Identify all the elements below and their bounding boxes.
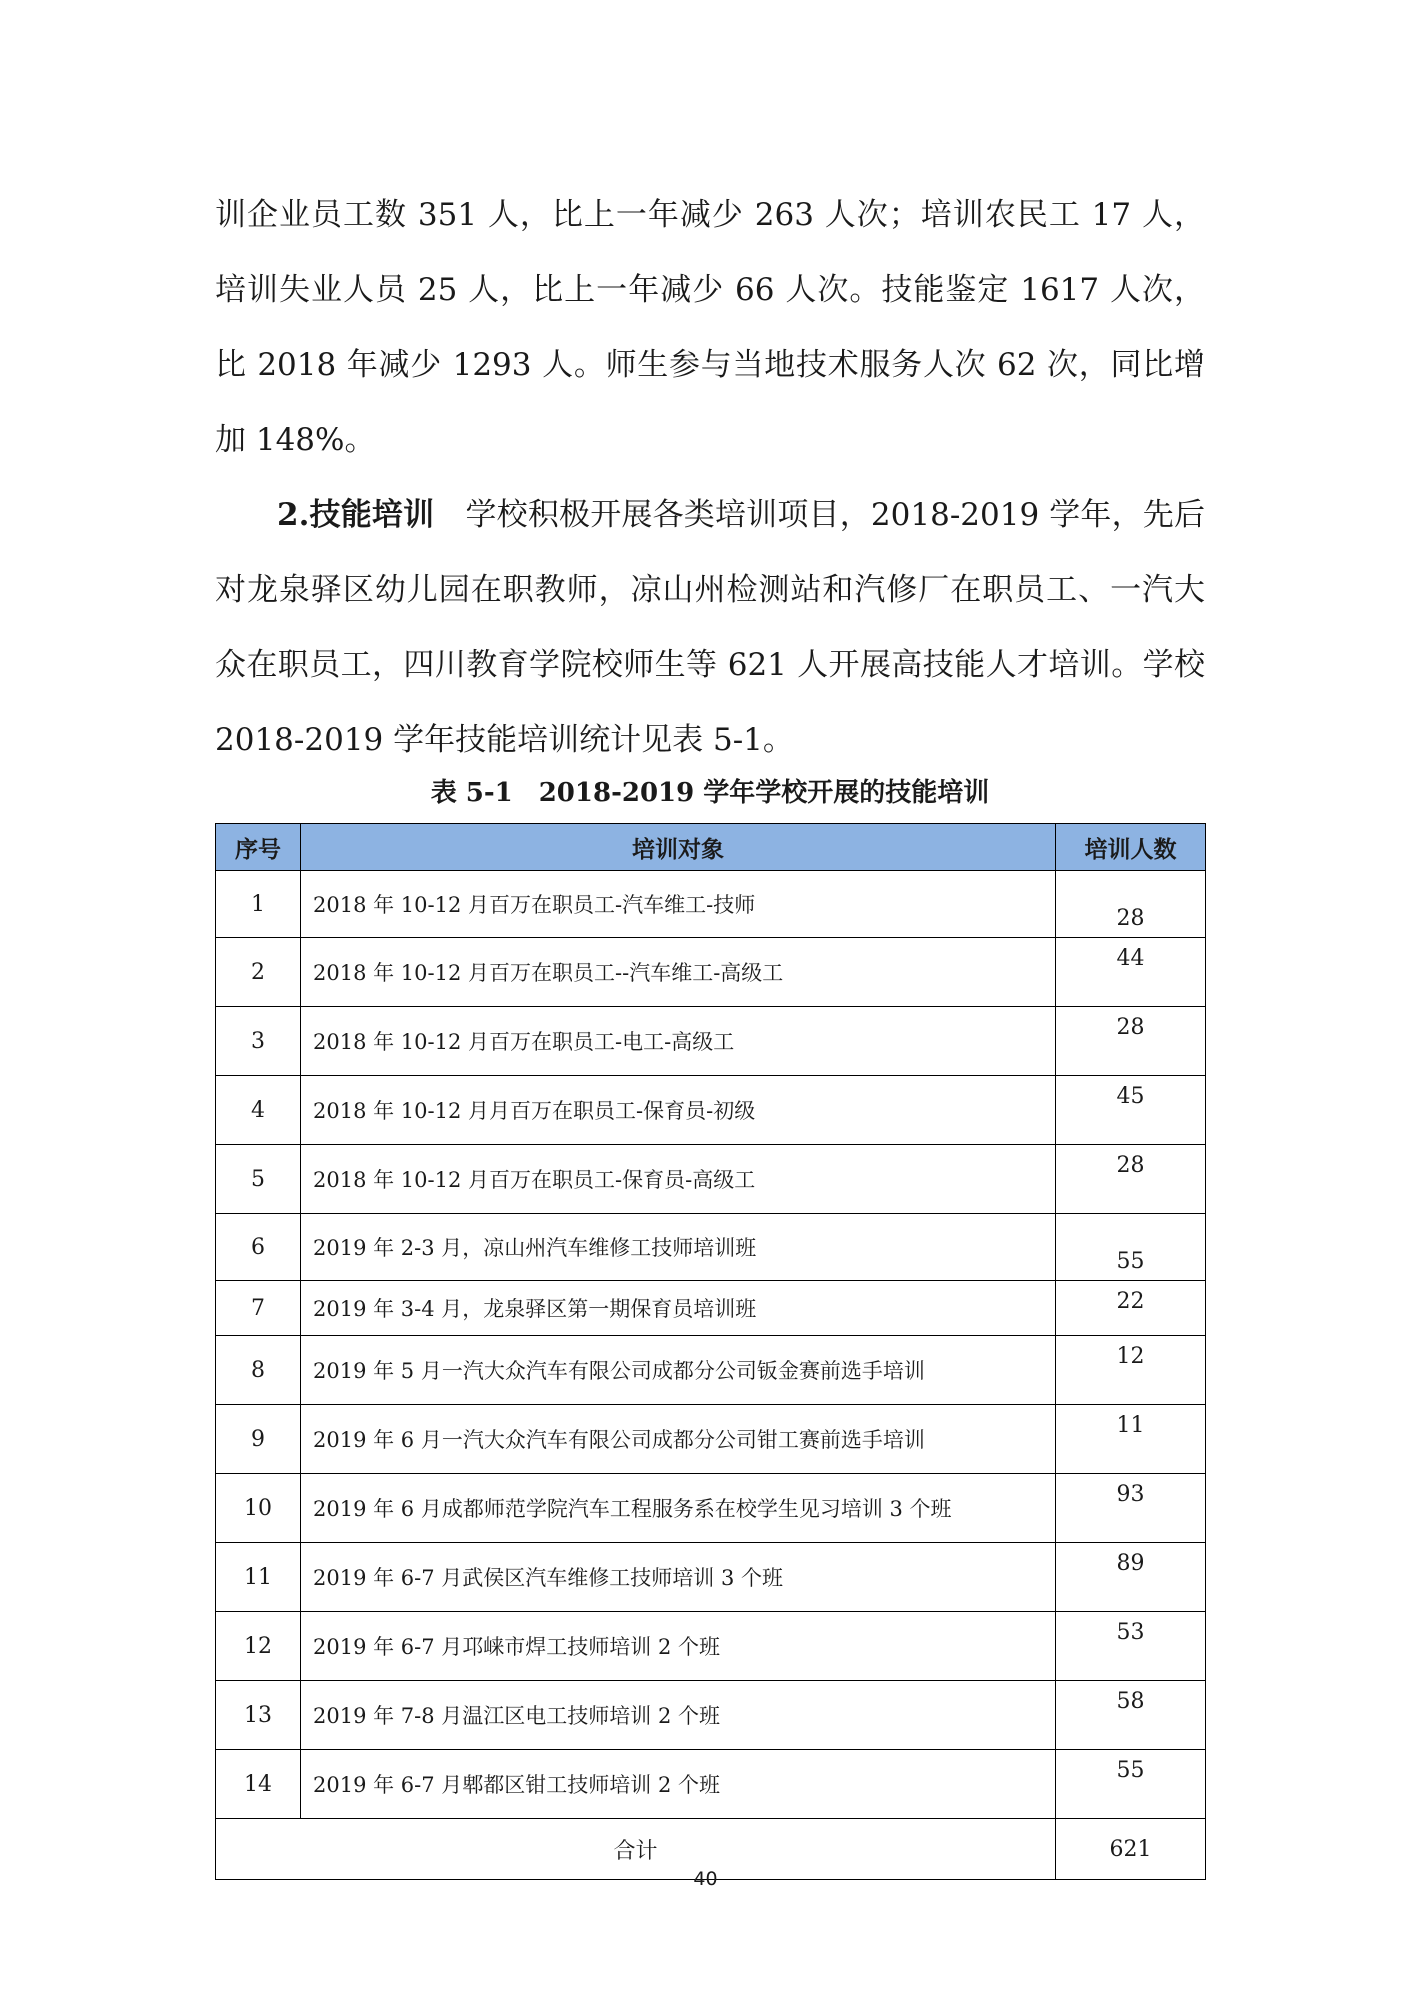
row-target: 2019 年 2-3 月，凉山州汽车维修工技师培训班	[301, 1214, 1056, 1281]
row-seq: 5	[216, 1145, 301, 1214]
row-seq: 12	[216, 1612, 301, 1681]
table-row	[216, 1750, 1206, 1819]
table-row	[216, 1281, 1206, 1336]
table-row	[216, 1214, 1206, 1281]
row-target: 2019 年 6 月一汽大众汽车有限公司成都分公司钳工赛前选手培训	[301, 1405, 1056, 1474]
row-count: 58	[1056, 1681, 1206, 1750]
row-count: 53	[1056, 1612, 1206, 1681]
row-seq: 9	[216, 1405, 301, 1474]
row-count: 28	[1056, 1007, 1206, 1076]
row-target: 2019 年 6 月成都师范学院汽车工程服务系在校学生见习培训 3 个班	[301, 1474, 1056, 1543]
row-target: 2018 年 10-12 月月百万在职员工-保育员-初级	[301, 1076, 1056, 1145]
total-label: 合计	[216, 1819, 1056, 1880]
row-target: 2019 年 6-7 月武侯区汽车维修工技师培训 3 个班	[301, 1543, 1056, 1612]
page-number: 40	[693, 1868, 718, 1890]
table-row	[216, 1405, 1206, 1474]
row-seq: 4	[216, 1076, 301, 1145]
row-count: 55	[1056, 1214, 1206, 1281]
table-header-row	[216, 824, 1206, 871]
table-row	[216, 1612, 1206, 1681]
table-row	[216, 1543, 1206, 1612]
row-count: 28	[1056, 1145, 1206, 1214]
row-seq: 7	[216, 1281, 301, 1336]
header-seq: 序号	[216, 824, 301, 871]
row-target: 2018 年 10-12 月百万在职员工-汽车维工-技师	[301, 871, 1056, 938]
header-count: 培训人数	[1056, 824, 1206, 871]
row-seq: 2	[216, 938, 301, 1007]
row-target: 2018 年 10-12 月百万在职员工--汽车维工-高级工	[301, 938, 1056, 1007]
row-target: 2019 年 6-7 月邛崃市焊工技师培训 2 个班	[301, 1612, 1056, 1681]
row-count: 93	[1056, 1474, 1206, 1543]
row-count: 22	[1056, 1281, 1206, 1336]
row-seq: 14	[216, 1750, 301, 1819]
row-seq: 8	[216, 1336, 301, 1405]
table-row	[216, 1076, 1206, 1145]
row-target: 2019 年 3-4 月，龙泉驿区第一期保育员培训班	[301, 1281, 1056, 1336]
row-count: 12	[1056, 1336, 1206, 1405]
table-row	[216, 1007, 1206, 1076]
row-count: 11	[1056, 1405, 1206, 1474]
row-count: 55	[1056, 1750, 1206, 1819]
header-target: 培训对象	[301, 824, 1056, 871]
spacer	[434, 497, 465, 533]
row-target: 2019 年 6-7 月郫都区钳工技师培训 2 个班	[301, 1750, 1056, 1819]
row-seq: 6	[216, 1214, 301, 1281]
paragraph-training-stats: 训企业员工数 351 人，比上一年减少 263 人次；培训农民工 17 人，培训失业人员 25 人，比上一年减少 66 人次。技能鉴定 1617 人次，比 2018 年减少 1293 人。师生参与当地技术服务人次 62 次，同比增加 148%。	[215, 197, 1205, 458]
row-count: 44	[1056, 938, 1206, 1007]
row-seq: 3	[216, 1007, 301, 1076]
row-count: 89	[1056, 1543, 1206, 1612]
table-row	[216, 1336, 1206, 1405]
document-body	[215, 178, 1205, 778]
row-target: 2019 年 5 月一汽大众汽车有限公司成都分公司钣金赛前选手培训	[301, 1336, 1056, 1405]
paragraph-skill-training-text: 学校积极开展各类培训项目，2018-2019 学年，先后对龙泉驿区幼儿园在职教师，凉山州检测站和汽修厂在职员工、一汽大众在职员工，四川教育学院校师生等 621 人开展高技能人才培训。学校 2018-2019 学年技能培训统计见表 5-1。	[215, 497, 1205, 758]
row-target: 2018 年 10-12 月百万在职员工-电工-高级工	[301, 1007, 1056, 1076]
row-count: 28	[1056, 871, 1206, 938]
table-caption: 表 5-1 2018-2019 学年学校开展的技能培训	[430, 778, 990, 808]
paragraph-skill-training	[215, 478, 1205, 778]
row-seq: 10	[216, 1474, 301, 1543]
section-heading-skill-training: 2.技能培训	[277, 497, 435, 533]
total-value: 621	[1056, 1819, 1206, 1880]
row-count: 45	[1056, 1076, 1206, 1145]
row-target: 2018 年 10-12 月百万在职员工-保育员-高级工	[301, 1145, 1056, 1214]
table-row	[216, 1145, 1206, 1214]
table-row	[216, 1474, 1206, 1543]
row-seq: 1	[216, 871, 301, 938]
table-row	[216, 938, 1206, 1007]
table-row	[216, 871, 1206, 938]
row-seq: 11	[216, 1543, 301, 1612]
table-row	[216, 1681, 1206, 1750]
row-target: 2019 年 7-8 月温江区电工技师培训 2 个班	[301, 1681, 1056, 1750]
row-seq: 13	[216, 1681, 301, 1750]
training-table	[215, 823, 1206, 1880]
